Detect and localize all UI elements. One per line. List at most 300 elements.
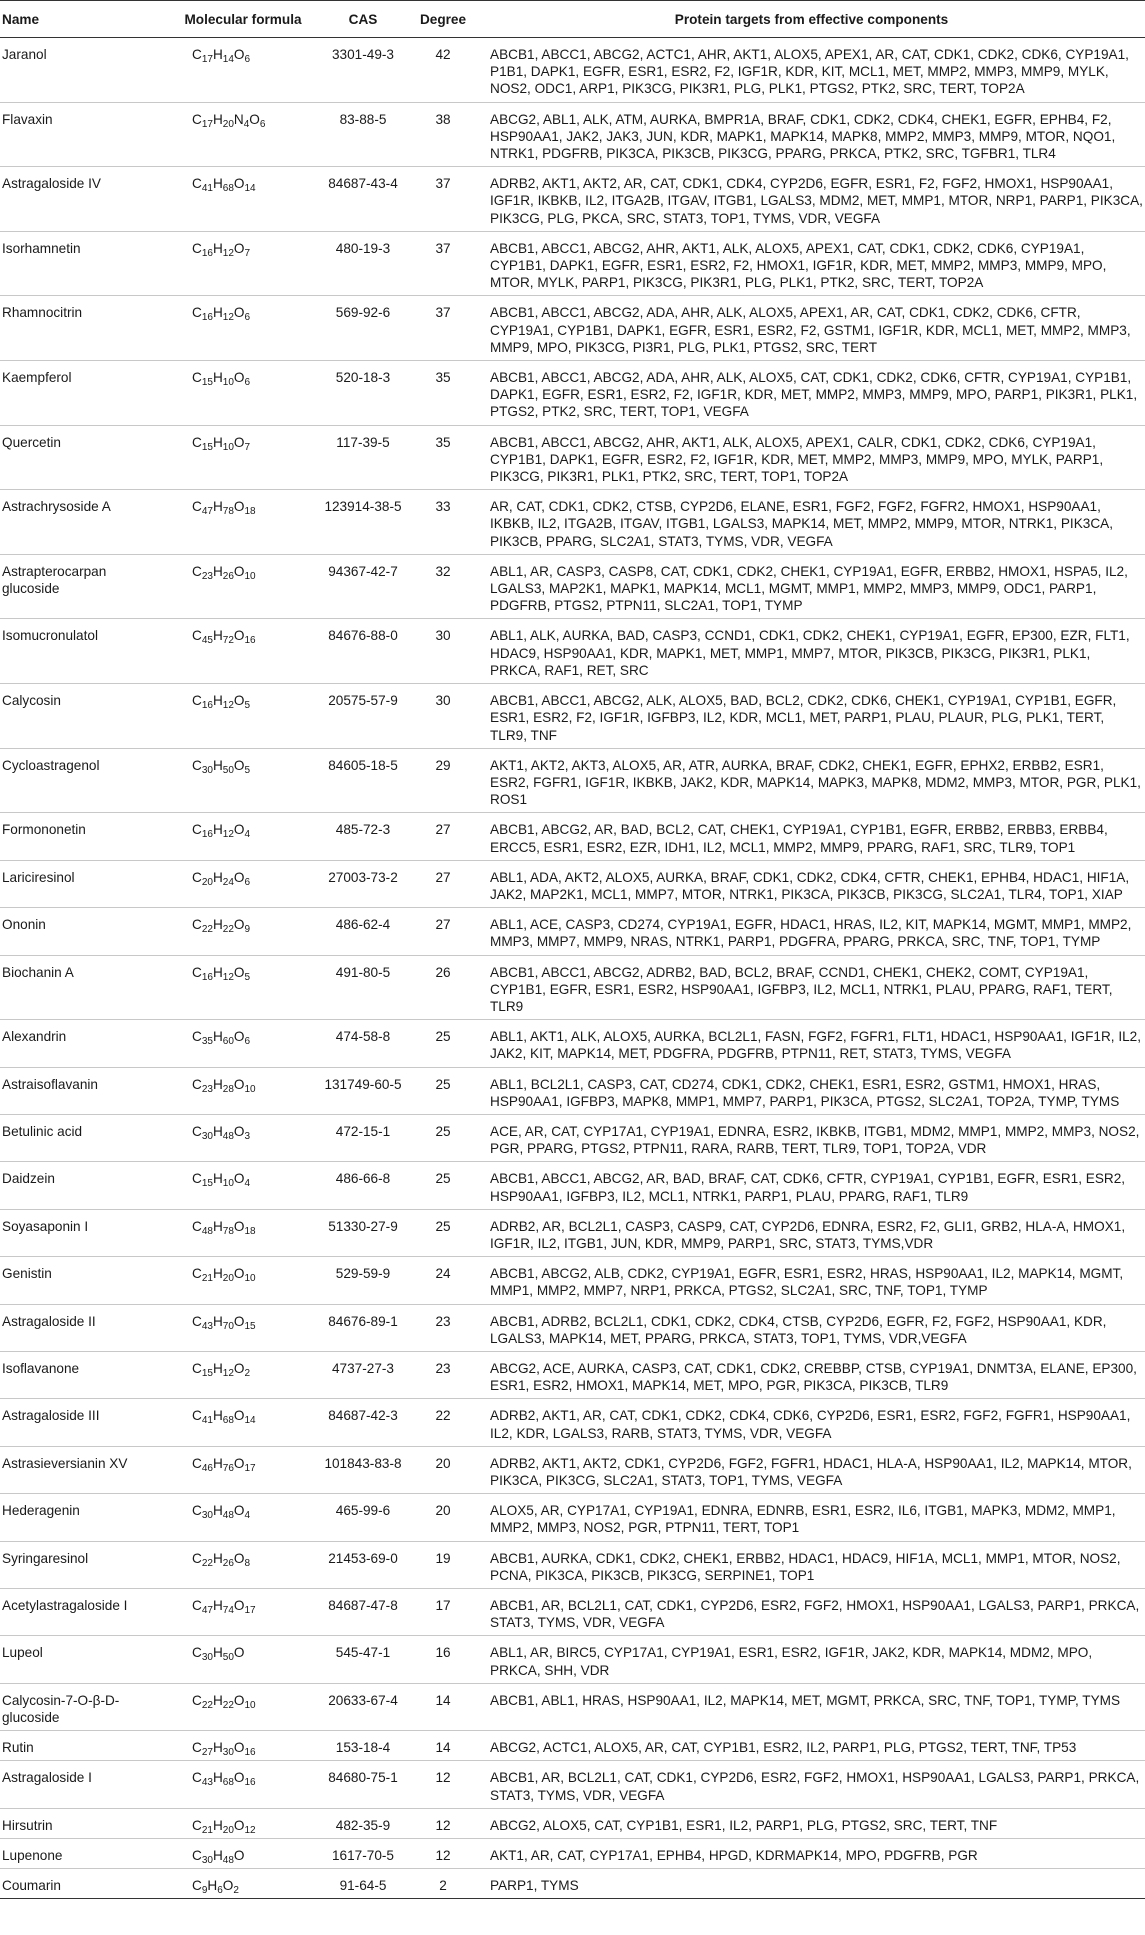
formula-element: C — [192, 1313, 202, 1329]
formula-element: C — [192, 240, 202, 256]
formula-element: C — [192, 917, 202, 933]
formula-element: C — [192, 1455, 202, 1471]
formula-element: C — [192, 1770, 202, 1786]
cas-number: 482-35-9 — [335, 1817, 391, 1833]
table-row — [0, 955, 1145, 1020]
cas-number: 545-47-1 — [335, 1645, 391, 1661]
formula-element: H — [212, 822, 223, 838]
degree-value: 30 — [435, 693, 451, 709]
formula-subscript: 12 — [222, 829, 234, 841]
molecular-formula — [168, 813, 318, 860]
formula-element: C — [192, 563, 202, 579]
cas-number: 94367-42-7 — [328, 563, 398, 579]
molecular-formula — [168, 955, 318, 1020]
formula-element: C — [192, 1503, 202, 1519]
formula-subscript: 9 — [201, 1885, 208, 1897]
formula-subscript: 10 — [222, 1178, 234, 1190]
molecular-formula — [168, 1114, 318, 1161]
formula-element: O — [233, 240, 245, 256]
molecular-formula — [168, 490, 318, 555]
table-row — [0, 1808, 1145, 1838]
formula-subscript: 12 — [244, 1824, 256, 1836]
formula-subscript: 2 — [244, 1367, 251, 1379]
formula-subscript: 68 — [222, 1777, 234, 1789]
molecular-formula — [168, 361, 318, 426]
formula-subscript: 16 — [244, 1777, 256, 1789]
formula-element: C — [192, 1360, 202, 1376]
formula-subscript: 5 — [244, 971, 251, 983]
protein-targets: ABCB1, ABCC1, ABCG2, AR, BAD, BRAF, CAT, CDK6, CFTR, CYP19A1, CYP1B1, EGFR, ESR1, ESR2, HSP90AA1, IGFBP3, IL2, MCL1, NTRK1, PARP1, PLAU, PPARG, RAF1, TLR9 — [490, 1171, 1126, 1204]
molecular-formula — [168, 1636, 318, 1683]
cas-number: 491-80-5 — [335, 964, 391, 980]
formula-element: O — [233, 1076, 245, 1092]
table-row — [0, 1731, 1145, 1761]
formula-subscript: 21 — [201, 1824, 213, 1836]
cas-number: 117-39-5 — [336, 434, 390, 450]
formula-subscript: 22 — [201, 1557, 213, 1569]
table-row — [0, 490, 1145, 555]
formula-element: C — [192, 1878, 202, 1894]
formula-element: O — [233, 822, 245, 838]
cas-number: 131749-60-5 — [324, 1076, 402, 1092]
molecular-formula — [168, 1494, 318, 1541]
formula-subscript: 41 — [201, 183, 213, 195]
protein-targets: ABCG2, ABL1, ALK, ATM, AURKA, BMPR1A, BRAF, CDK1, CDK2, CDK4, CHEK1, EGFR, EPHB4, F2, HSP90AA1, JAK2, JAK3, JUN, KDR, MAPK1, MAPK14, MAPK8, MMP2, MMP3, MMP9, MTOR, NQO1, NTRK1, PDGFRB, PIK3CA, PIK3CB, PIK3CG, PPARG, PRKCA, PTK2, SRC, TGFBR1, TLR4 — [490, 111, 1116, 162]
formula-element: O — [233, 1550, 245, 1566]
protein-targets: ABCB1, ADRB2, BCL2L1, CDK1, CDK2, CDK4, CTSB, CYP2D6, EGFR, F2, FGF2, HSP90AA1, KDR, LGALS3, MAPK14, MET, PPARG, PRKCA, STAT3, TOP1, TYMS, VDR,VEGFA — [490, 1313, 1107, 1346]
formula-element: O — [233, 305, 245, 321]
formula-subscript: 43 — [201, 1320, 213, 1332]
formula-element: O — [233, 1123, 245, 1139]
cas-number: 4737-27-3 — [332, 1360, 394, 1376]
formula-element: C — [192, 628, 202, 644]
cas-number: 474-58-8 — [335, 1029, 391, 1045]
formula-element: O — [233, 47, 245, 62]
formula-element: H — [212, 1455, 223, 1471]
formula-element: C — [192, 1266, 202, 1282]
degree-value: 19 — [435, 1550, 451, 1566]
formula-element: C — [192, 1218, 202, 1234]
molecular-formula — [168, 1869, 318, 1899]
formula-element: H — [212, 1598, 223, 1614]
table-row — [0, 102, 1145, 167]
formula-subscript: 20 — [222, 1273, 234, 1285]
degree-value: 37 — [435, 305, 451, 321]
compound-name: Soyasaponin I — [2, 1218, 89, 1234]
formula-subscript: 48 — [222, 1510, 234, 1522]
formula-element: C — [192, 869, 202, 885]
cas-number: 153-18-4 — [335, 1740, 391, 1756]
molecular-formula — [168, 684, 318, 749]
formula-subscript: 3 — [244, 1130, 251, 1142]
formula-element: O — [233, 1313, 245, 1329]
formula-element: C — [192, 305, 202, 321]
compound-name: Formononetin — [2, 822, 86, 838]
formula-subscript: 4 — [244, 1510, 251, 1522]
molecular-formula — [168, 554, 318, 619]
cas-number: 520-18-3 — [335, 370, 391, 386]
formula-element: H — [212, 693, 223, 709]
cas-number: 84676-88-0 — [328, 628, 398, 644]
molecular-formula — [168, 1399, 318, 1446]
formula-subscript: 17 — [201, 118, 213, 130]
formula-subscript: 17 — [244, 1462, 256, 1474]
protein-targets: ABCB1, ABCC1, ABCG2, ACTC1, AHR, AKT1, ALOX5, APEX1, AR, CAT, CDK1, CDK2, CDK6, CYP19A1, P1B1, DAPK1, EGFR, ESR1, ESR2, F2, IGF1R, KDR, KIT, MCL1, MET, MMP2, MMP3, MMP9, MYLK, NOS2, ODC1, ARP1, PIK3CG, PIK3R1, PLG, PLK1, PTGS2, PTK2, SRC, TERT, TOP2A — [490, 47, 1129, 97]
formula-subscript: 30 — [201, 1510, 213, 1522]
formula-element: H — [212, 111, 223, 127]
compound-name: Rhamnocitrin — [2, 305, 83, 321]
cas-number: 465-99-6 — [335, 1503, 391, 1519]
formula-subscript: 12 — [222, 700, 234, 712]
formula-subscript: 76 — [222, 1462, 234, 1474]
formula-subscript: 30 — [201, 764, 213, 776]
protein-targets: ABCG2, ACTC1, ALOX5, AR, CAT, CYP1B1, ESR2, IL2, PARP1, PLG, PTGS2, TERT, TNF, TP53 — [490, 1740, 1077, 1756]
formula-element: C — [192, 1740, 202, 1756]
molecular-formula — [168, 425, 318, 490]
table-header — [0, 1, 1145, 38]
molecular-formula — [168, 1162, 318, 1209]
compound-name: Astragaloside II — [2, 1313, 96, 1329]
protein-targets: ADRB2, AKT1, AR, CAT, CDK1, CDK2, CDK4, CDK6, CYP2D6, ESR1, ESR2, FGF2, FGFR1, HSP90AA1, IL2, KDR, LGALS3, RARB, STAT3, TYMS, VDR, VEGFA — [490, 1408, 1131, 1441]
protein-targets: ABL1, BCL2L1, CASP3, CAT, CD274, CDK1, CDK2, CHEK1, ESR1, ESR2, GSTM1, HMOX1, HRAS, HSP90AA1, IGFBP3, MAPK8, MMP1, MMP7, PARP1, PIK3CA, PTGS2, SLC2A1, TOP2A, TYMP, TYMS — [490, 1076, 1120, 1109]
formula-subscript: 12 — [222, 247, 234, 259]
formula-subscript: 4 — [243, 118, 250, 130]
table-row — [0, 167, 1145, 232]
formula-element: H — [212, 869, 223, 885]
formula-subscript: 70 — [222, 1320, 234, 1332]
formula-subscript: 6 — [244, 54, 251, 65]
cas-number: 101843-83-8 — [324, 1455, 402, 1471]
degree-value: 25 — [435, 1076, 451, 1092]
formula-subscript: 35 — [201, 1036, 213, 1048]
compound-name: Isomucronulatol — [2, 628, 98, 644]
formula-element: O — [233, 869, 245, 885]
formula-element: O — [233, 1171, 245, 1187]
formula-subscript: 47 — [201, 1605, 213, 1617]
molecular-formula — [168, 1257, 318, 1304]
formula-element: O — [233, 693, 245, 709]
formula-element: H — [212, 1740, 223, 1756]
formula-subscript: 68 — [222, 183, 234, 195]
table-row — [0, 619, 1145, 684]
degree-value: 14 — [435, 1692, 451, 1708]
formula-subscript: 4 — [244, 1178, 251, 1190]
molecular-formula — [168, 1589, 318, 1636]
formula-element: C — [192, 1645, 202, 1661]
formula-element: H — [212, 1360, 223, 1376]
formula-subscript: 15 — [201, 1367, 213, 1379]
formula-subscript: 16 — [201, 971, 213, 983]
formula-subscript: 41 — [201, 1415, 213, 1427]
degree-value: 27 — [435, 822, 451, 838]
degree-value: 12 — [435, 1817, 451, 1833]
degree-value: 23 — [435, 1313, 451, 1329]
formula-subscript: 30 — [201, 1652, 213, 1664]
protein-targets: ABCB1, ABCC1, ABCG2, AHR, AKT1, ALK, ALOX5, APEX1, CALR, CDK1, CDK2, CDK6, CYP19A1, CYP1B1, DAPK1, EGFR, ESR2, F2, IGF1R, KDR, MET, MMP2, MMP3, MMP9, MPO, MYLK, PARP1, PIK3CG, PIK3R1, PLK1, PTK2, SRC, TERT, TOP1, TOP2A — [490, 434, 1104, 485]
protein-targets: ABCB1, ABCC1, ABCG2, AHR, AKT1, ALK, ALOX5, APEX1, CAT, CDK1, CDK2, CDK6, CYP19A1, CYP1B1, DAPK1, EGFR, ESR1, ESR2, F2, HMOX1, IGF1R, KDR, MET, MMP2, MMP3, MMP9, MPO, MTOR, MYLK, PARP1, PIK3CG, PIK3R1, PLG, PLK1, PTK2, SRC, TERT, TOP2A — [490, 240, 1107, 291]
molecular-formula — [168, 1683, 318, 1730]
formula-subscript: 30 — [222, 1747, 234, 1759]
cas-number: 486-66-8 — [335, 1171, 391, 1187]
compound-name: Calycosin-7-O-β-D-glucoside — [2, 1692, 120, 1726]
protein-targets: ABCB1, ABCG2, ALB, CDK2, CYP19A1, EGFR, ESR1, ESR2, HRAS, HSP90AA1, IL2, MAPK14, MGMT, MMP1, MMP2, MMP7, NRP1, PRKCA, PTGS2, SLC2A1, SRC, TNF, TOP1, TYMP — [490, 1266, 1124, 1299]
cas-number: 529-59-9 — [335, 1266, 391, 1282]
protein-targets: ABL1, ALK, AURKA, BAD, CASP3, CCND1, CDK1, CDK2, CHEK1, CYP19A1, EGFR, EP300, EZR, FLT1, HDAC9, HSP90AA1, KDR, MAPK1, MET, MMP1, MMP7, MTOR, PIK3CB, PIK3CG, PIK3R1, PLK1, PRKCA, RAF1, RET, SRC — [490, 628, 1130, 678]
formula-subscript: 48 — [222, 1130, 234, 1142]
table-row — [0, 1839, 1145, 1869]
protein-targets: ABCB1, ABCC1, ABCG2, ALK, ALOX5, BAD, BCL2, CDK2, CDK6, CHEK1, CYP19A1, CYP1B1, EGFR, ESR1, ESR2, F2, IGF1R, IGFBP3, IL2, KDR, MCL1, MET, PARP1, PLAU, PLAUR, PLG, PLK1, TERT, TLR9, TNF — [490, 693, 1117, 743]
formula-element: H — [212, 1171, 223, 1187]
formula-element: N — [233, 111, 244, 127]
compound-name: Quercetin — [2, 434, 61, 450]
formula-element: O — [233, 1817, 245, 1833]
formula-element: O — [233, 1266, 245, 1282]
compound-name: Coumarin — [2, 1878, 61, 1894]
protein-targets: AR, CAT, CDK1, CDK2, CTSB, CYP2D6, ELANE, ESR1, FGF2, FGF2, FGFR2, HMOX1, HSP90AA1, IKBKB, IL2, ITGA2B, ITGAV, ITGB1, LGALS3, MAPK14, MET, MMP2, MMP9, MTOR, NTRK1, PIK3CA, PIK3CB, PPARG, SLC2A1, STAT3, TYMS, VDR, VEGFA — [490, 499, 1113, 549]
degree-value: 12 — [435, 1770, 451, 1786]
formula-element: O — [233, 1598, 245, 1614]
formula-subscript: 26 — [222, 1557, 234, 1569]
formula-element: H — [212, 1076, 223, 1092]
formula-element: H — [212, 1770, 223, 1786]
molecular-formula — [168, 296, 318, 361]
formula-subscript: 9 — [244, 924, 251, 936]
cas-number: 1617-70-5 — [332, 1848, 394, 1864]
table-row — [0, 1304, 1145, 1351]
formula-subscript: 78 — [222, 506, 234, 518]
formula-element: C — [192, 1408, 202, 1424]
header-degree: Degree — [408, 1, 478, 38]
compound-name: Astragaloside IV — [2, 176, 101, 192]
table-row — [0, 1020, 1145, 1067]
cas-number: 84680-75-1 — [328, 1770, 398, 1786]
degree-value: 20 — [435, 1503, 451, 1519]
degree-value: 17 — [435, 1598, 451, 1614]
header-cas: CAS — [318, 1, 408, 38]
compound-name: Daidzein — [2, 1171, 55, 1187]
table-row — [0, 860, 1145, 907]
protein-targets: ABL1, ADA, AKT2, ALOX5, AURKA, BRAF, CDK1, CDK2, CDK4, CFTR, CHEK1, EPHB4, HDAC1, HIF1A, JAK2, MAP2K1, MCL1, MMP7, MTOR, NTRK1, PIK3CA, PIK3CB, PIK3CG, SLC2A1, TLR4, TOP1, XIAP — [490, 869, 1130, 902]
formula-element: C — [192, 1550, 202, 1566]
compound-name: Isoflavanone — [2, 1360, 80, 1376]
table-row — [0, 361, 1145, 426]
cas-number: 83-88-5 — [339, 111, 387, 127]
formula-subscript: 72 — [222, 635, 234, 647]
formula-subscript: 68 — [222, 1415, 234, 1427]
formula-element: H — [212, 1313, 223, 1329]
table-row — [0, 1494, 1145, 1541]
cas-number: 21453-69-0 — [328, 1550, 398, 1566]
table-row — [0, 1209, 1145, 1256]
molecular-formula — [168, 38, 318, 103]
formula-element: O — [233, 1692, 245, 1708]
formula-subscript: 43 — [201, 1777, 213, 1789]
protein-targets: AKT1, AKT2, AKT3, ALOX5, AR, ATR, AURKA, BRAF, CDK2, CHEK1, EGFR, EPHX2, ERBB2, ESR1, ESR2, FGFR1, IGF1R, IKBKB, JAK2, KDR, MAPK14, MAPK3, MAPK8, MDM2, MMP3, MTOR, PGR, PLK1, ROS1 — [490, 757, 1141, 808]
compound-name: Kaempferol — [2, 370, 72, 386]
degree-value: 30 — [435, 628, 451, 644]
formula-element: C — [192, 1598, 202, 1614]
protein-targets: AKT1, AR, CAT, CYP17A1, EPHB4, HPGD, KDRMAPK14, MPO, PDGFRB, PGR — [490, 1848, 978, 1864]
cas-number: 51330-27-9 — [328, 1218, 398, 1234]
table-row — [0, 1683, 1145, 1730]
formula-element: H — [212, 434, 223, 450]
formula-subscript: 15 — [201, 1178, 213, 1190]
molecular-formula — [168, 1761, 318, 1808]
protein-targets: ABCB1, ABCC1, ABCG2, ADRB2, BAD, BCL2, BRAF, CCND1, CHEK1, CHEK2, COMT, CYP19A1, CYP1B1, EGFR, ESR1, ESR2, HSP90AA1, IGFBP3, IL2, MCL1, NTRK1, PLAU, PPARG, RAF1, TERT, TLR9 — [490, 964, 1113, 1014]
formula-element: O — [233, 499, 245, 515]
formula-subscript: 30 — [201, 1855, 213, 1867]
degree-value: 32 — [435, 563, 451, 579]
formula-subscript: 6 — [259, 118, 266, 130]
table-row — [0, 684, 1145, 749]
formula-element: H — [212, 1266, 223, 1282]
formula-subscript: 16 — [244, 635, 256, 647]
formula-subscript: 16 — [201, 829, 213, 841]
formula-element: C — [192, 964, 202, 980]
degree-value: 23 — [435, 1360, 451, 1376]
compound-name: Lupenone — [2, 1848, 63, 1864]
formula-subscript: 47 — [201, 506, 213, 518]
compound-name: Astragaloside I — [2, 1770, 92, 1786]
formula-subscript: 6 — [244, 876, 251, 888]
degree-value: 24 — [435, 1266, 451, 1282]
formula-element: H — [212, 757, 223, 773]
degree-value: 42 — [435, 47, 451, 62]
degree-value: 37 — [435, 240, 451, 256]
formula-subscript: 45 — [201, 635, 213, 647]
degree-value: 35 — [435, 370, 451, 386]
table-row — [0, 1589, 1145, 1636]
formula-subscript: 48 — [201, 1225, 213, 1237]
formula-subscript: 12 — [222, 971, 234, 983]
formula-subscript: 2 — [233, 1885, 239, 1897]
cas-number: 569-92-6 — [335, 305, 391, 321]
formula-subscript: 7 — [244, 247, 251, 259]
molecular-formula — [168, 1839, 318, 1869]
formula-element: O — [233, 370, 245, 386]
formula-subscript: 7 — [244, 441, 251, 453]
table-row — [0, 908, 1145, 955]
protein-targets: ACE, AR, CAT, CYP17A1, CYP19A1, EDNRA, ESR2, IKBKB, ITGB1, MDM2, MMP1, MMP2, MMP3, NOS2, PGR, PPARG, PTGS2, PTPN11, RARA, RARB, TERT, TLR9, TOP1, TOP2A, VDR — [490, 1123, 1140, 1157]
molecular-formula — [168, 1304, 318, 1351]
protein-targets: ABL1, ACE, CASP3, CD274, CYP19A1, EGFR, HDAC1, HRAS, IL2, KIT, MAPK14, MGMT, MMP1, MMP2, MMP3, MMP7, MMP9, NRAS, NTRK1, PARP1, PDGFRA, PPARG, PRKCA, SRC, TNF, TOP1, TYMP — [490, 917, 1132, 950]
cas-number: 486-62-4 — [335, 917, 391, 933]
compound-name: Biochanin A — [2, 964, 74, 980]
formula-element: O — [233, 434, 245, 450]
protein-targets: ABCB1, ABCC1, ABCG2, ADA, AHR, ALK, ALOX5, CAT, CDK1, CDK2, CDK6, CFTR, CYP19A1, CYP1B1, DAPK1, EGFR, ESR1, ESR2, F2, IGF1R, KDR, MET, MMP2, MMP3, MMP9, MPO, PARP1, PIK3R1, PLK1, PTGS2, PTK2, SRC, TERT, TOP1, VEGFA — [490, 370, 1138, 420]
protein-targets: ABCB1, AR, BCL2L1, CAT, CDK1, CYP2D6, ESR2, FGF2, HMOX1, HSP90AA1, LGALS3, PARP1, PRKCA, STAT3, TYMS, VDR, VEGFA — [490, 1770, 1140, 1803]
compound-name: Isorhamnetin — [2, 240, 81, 256]
formula-element: O — [233, 1848, 245, 1864]
formula-subscript: 17 — [244, 1605, 256, 1617]
table-row — [0, 231, 1145, 296]
formula-subscript: 10 — [244, 1699, 256, 1711]
compound-name: Lariciresinol — [2, 869, 75, 885]
degree-value: 37 — [435, 176, 451, 192]
cas-number: 123914-38-5 — [324, 499, 402, 515]
compound-name: Alexandrin — [2, 1029, 67, 1045]
table-row — [0, 813, 1145, 860]
protein-targets: ADRB2, AKT1, AKT2, CDK1, CYP2D6, FGF2, FGFR1, HDAC1, HLA-A, HSP90AA1, IL2, MAPK14, MTOR, PIK3CA, PIK3CG, SLC2A1, STAT3, TOP1, TYMS, VEGFA — [490, 1455, 1132, 1488]
compound-name: Astraisoflavanin — [2, 1076, 98, 1092]
compound-name: Ononin — [2, 917, 46, 933]
degree-value: 2 — [439, 1878, 447, 1894]
formula-subscript: 5 — [244, 764, 251, 776]
formula-element: H — [212, 917, 223, 933]
protein-targets: ABCB1, ABCC1, ABCG2, ADA, AHR, ALK, ALOX5, APEX1, AR, CAT, CDK1, CDK2, CDK6, CFTR, CYP19A1, CYP1B1, DAPK1, EGFR, ESR1, ESR2, F2, GSTM1, IGF1R, KDR, MCL1, MET, MMP2, MMP3, MMP9, MPO, PIK3CG, PI3R1, PLG, PLK1, PTGS2, SRC, TERT — [490, 305, 1131, 355]
formula-subscript: 23 — [201, 570, 213, 582]
protein-targets: ABL1, AKT1, ALK, ALOX5, AURKA, BCL2L1, FASN, FGF2, FGFR1, FLT1, HDAC1, HSP90AA1, IGF1R, IL2, JAK2, KIT, MAPK14, MET, PDGFRA, PDGFRB, PTPN11, RET, STAT3, TYMS, VEGFA — [490, 1029, 1141, 1062]
protein-targets: ABCB1, ABCG2, AR, BAD, BCL2, CAT, CHEK1, CYP19A1, CYP1B1, EGFR, ERBB2, ERBB3, ERBB4, ERCC5, ESR1, ESR2, EZR, IDH1, IL2, MCL1, MMP2, MMP9, PPARG, RAF1, SRC, TLR9, TOP1 — [490, 822, 1108, 855]
degree-value: 27 — [435, 869, 451, 885]
table-row — [0, 748, 1145, 813]
compound-name: Hirsutrin — [2, 1817, 53, 1833]
molecular-formula — [168, 1209, 318, 1256]
table-row — [0, 38, 1145, 103]
formula-element: C — [192, 1692, 202, 1708]
formula-subscript: 6 — [244, 1036, 251, 1048]
formula-element: H — [212, 1645, 223, 1661]
degree-value: 38 — [435, 111, 451, 127]
molecular-formula — [168, 1446, 318, 1493]
compound-name: Acetylastragaloside I — [2, 1598, 128, 1614]
molecular-formula — [168, 102, 318, 167]
formula-subscript: 12 — [222, 1367, 234, 1379]
degree-value: 25 — [435, 1171, 451, 1187]
formula-subscript: 10 — [222, 441, 234, 453]
cas-number: 84687-43-4 — [328, 176, 398, 192]
protein-targets: ABCG2, ALOX5, CAT, CYP1B1, ESR1, IL2, PARP1, PLG, PTGS2, SRC, TERT, TNF — [490, 1817, 998, 1833]
formula-subscript: 22 — [222, 924, 234, 936]
formula-subscript: 15 — [201, 377, 213, 389]
formula-element: C — [192, 1817, 202, 1833]
cas-number: 84687-47-8 — [328, 1598, 398, 1614]
cas-number: 91-64-5 — [339, 1878, 387, 1894]
cas-number: 20575-57-9 — [328, 693, 398, 709]
cas-number: 84605-18-5 — [328, 757, 398, 773]
formula-element: H — [212, 1848, 223, 1864]
formula-subscript: 17 — [201, 54, 213, 65]
formula-element: C — [192, 499, 202, 515]
molecular-formula — [168, 748, 318, 813]
formula-element: H — [212, 1408, 223, 1424]
cas-number: 84687-42-3 — [328, 1408, 398, 1424]
compound-name: Jaranol — [2, 47, 47, 62]
molecular-formula — [168, 860, 318, 907]
formula-subscript: 10 — [244, 1273, 256, 1285]
molecular-formula — [168, 1808, 318, 1838]
formula-subscript: 6 — [244, 312, 251, 324]
formula-subscript: 48 — [222, 1855, 234, 1867]
table-row — [0, 296, 1145, 361]
degree-value: 14 — [435, 1740, 451, 1756]
degree-value: 26 — [435, 964, 451, 980]
header-formula: Molecular formula — [168, 1, 318, 38]
compound-name: Astrachrysoside A — [2, 499, 111, 515]
formula-element: H — [212, 628, 223, 644]
formula-element: O — [233, 964, 245, 980]
formula-element: C — [192, 434, 202, 450]
formula-subscript: 60 — [222, 1036, 234, 1048]
formula-subscript: 15 — [201, 441, 213, 453]
compound-name: Astrasieversianin XV — [2, 1455, 128, 1471]
formula-element: C — [192, 1848, 202, 1864]
formula-element: H — [212, 1218, 223, 1234]
formula-element: C — [192, 822, 202, 838]
formula-subscript: 27 — [201, 1747, 213, 1759]
molecular-formula — [168, 1351, 318, 1398]
compound-name: Genistin — [2, 1266, 52, 1282]
